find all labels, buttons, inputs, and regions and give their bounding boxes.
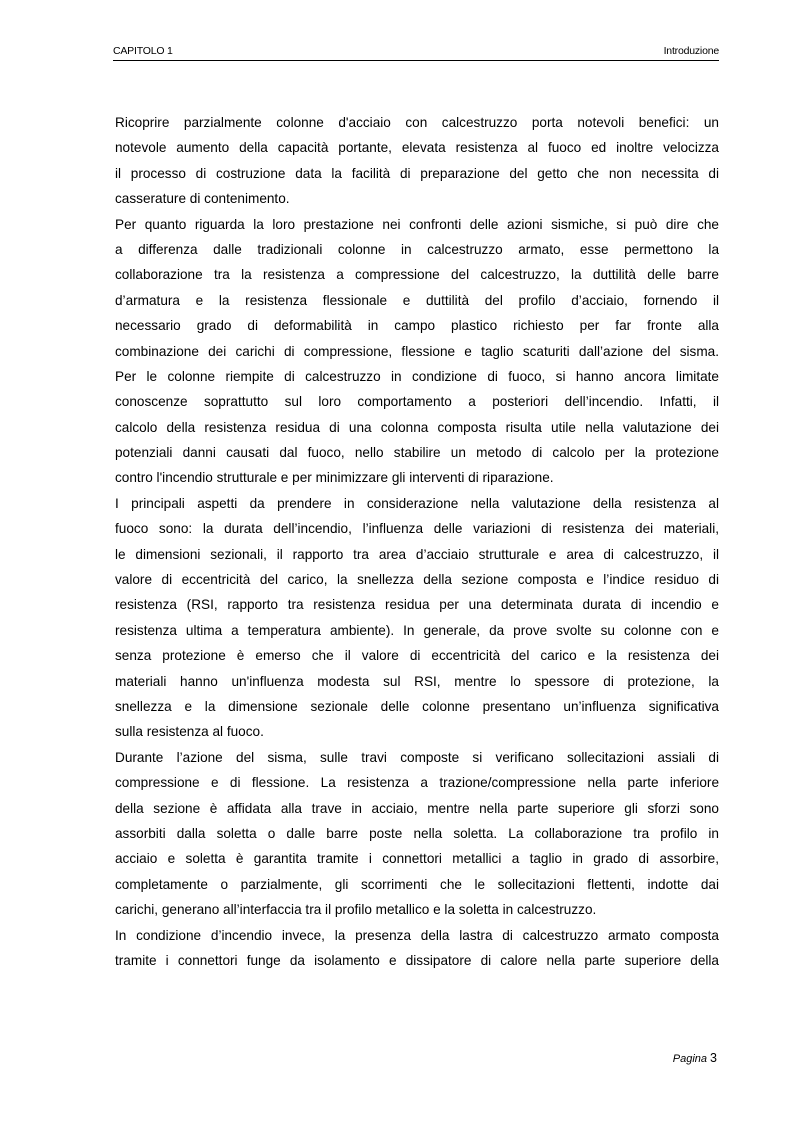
page-number: 3 <box>710 1051 717 1065</box>
body-text <box>115 110 719 973</box>
text-line: Ricoprire parzialmente colonne d'acciaio con calcestruzzo porta notevoli benefici: un <box>115 115 719 130</box>
text-line: assorbiti dalla soletta o dalle barre poste nella soletta. La collaborazione tra profilo in <box>115 825 719 841</box>
page-header <box>113 44 719 61</box>
text-line: In condizione d’incendio invece, la presenza della lastra di calcestruzzo armato composta <box>115 927 719 943</box>
text-line: necessario grado di deformabilità in campo plastico richiesto per far fronte alla <box>115 318 719 334</box>
text-line: collaborazione tra la resistenza a compressione del calcestruzzo, la duttilità delle barre <box>115 267 719 283</box>
text-line: acciaio e soletta è garantita tramite i connettori metallici a taglio in grado di assorbire, <box>115 851 719 867</box>
text-line: le dimensioni sezionali, il rapporto tra area d’acciaio strutturale e area di calcestruzzo, il <box>115 546 719 562</box>
chapter-label: CAPITOLO 1 <box>113 45 173 57</box>
section-title: Introduzione <box>663 45 719 57</box>
text-line: Per le colonne riempite di calcestruzzo in condizione di fuoco, si hanno ancora limitate <box>115 368 719 384</box>
text-line: Durante l’azione del sisma, sulle travi composte si verificano sollecitazioni assiali di <box>115 749 719 765</box>
text-line: notevole aumento della capacità portante, elevata resistenza al fuoco ed inoltre velocizza <box>115 140 719 156</box>
text-line: fuoco sono: la durata dell’incendio, l’influenza delle variazioni di resistenza dei materiali, <box>115 521 719 537</box>
page-label: Pagina <box>672 1053 708 1065</box>
text-line: Per quanto riguarda la loro prestazione nei confronti delle azioni sismiche, si può dire che <box>115 216 719 232</box>
text-line: d’armatura e la resistenza flessionale e duttilità del profilo d’acciaio, fornendo il <box>115 292 719 308</box>
text-line: compressione e di flessione. La resistenza a trazione/compressione nella parte inferiore <box>115 775 719 791</box>
text-line: della sezione è affidata alla trave in acciaio, mentre nella parte superiore gli sforzi sono <box>115 800 719 816</box>
text-line: carichi, generano all’interfaccia tra il profilo metallico e la soletta in calcestruzzo. <box>115 902 597 918</box>
text-line: contro l'incendio strutturale e per minimizzare gli interventi di riparazione. <box>115 470 554 486</box>
text-line: calcolo della resistenza residua di una colonna composta risulta utile nella valutazione dei <box>115 419 719 435</box>
text-line: casserature di contenimento. <box>115 191 290 207</box>
text-line: senza protezione è emerso che il valore di eccentricità del carico e la resistenza dei <box>115 648 719 664</box>
text-line: snellezza e la dimensione sezionale delle colonne presentano un’influenza significativa <box>115 698 719 714</box>
text-line: I principali aspetti da prendere in considerazione nella valutazione della resistenza al <box>115 495 719 511</box>
text-line: tramite i connettori funge da isolamento e dissipatore di calore nella parte superiore della <box>115 952 719 968</box>
text-line: conoscenze soprattutto sul loro comportamento a posteriori dell’incendio. Infatti, il <box>115 394 719 410</box>
page-footer <box>673 1050 717 1067</box>
text-line: resistenza (RSI, rapporto tra resistenza residua per una determinata durata di incendio e <box>115 597 719 613</box>
text-line: il processo di costruzione data la facilità di preparazione del getto che non necessita di <box>115 165 719 181</box>
text-line: a differenza dalle tradizionali colonne in calcestruzzo armato, esse permettono la <box>115 241 719 257</box>
text-line: sulla resistenza al fuoco. <box>115 724 264 740</box>
text-line: combinazione dei carichi di compressione, flessione e taglio scaturiti dall’azione del sisma. <box>115 343 719 359</box>
text-line: potenziali danni causati dal fuoco, nello stabilire un metodo di calcolo per la protezione <box>115 445 719 461</box>
text-line: valore di eccentricità del carico, la snellezza della sezione composta e l’indice residuo di <box>115 572 719 588</box>
text-line: completamente o parzialmente, gli scorrimenti che le sollecitazioni flettenti, indotte dai <box>115 876 719 892</box>
text-line: materiali hanno un'influenza modesta sul RSI, mentre lo spessore di protezione, la <box>115 673 719 689</box>
text-line: resistenza ultima a temperatura ambiente). In generale, da prove svolte su colonne con e <box>115 622 719 638</box>
